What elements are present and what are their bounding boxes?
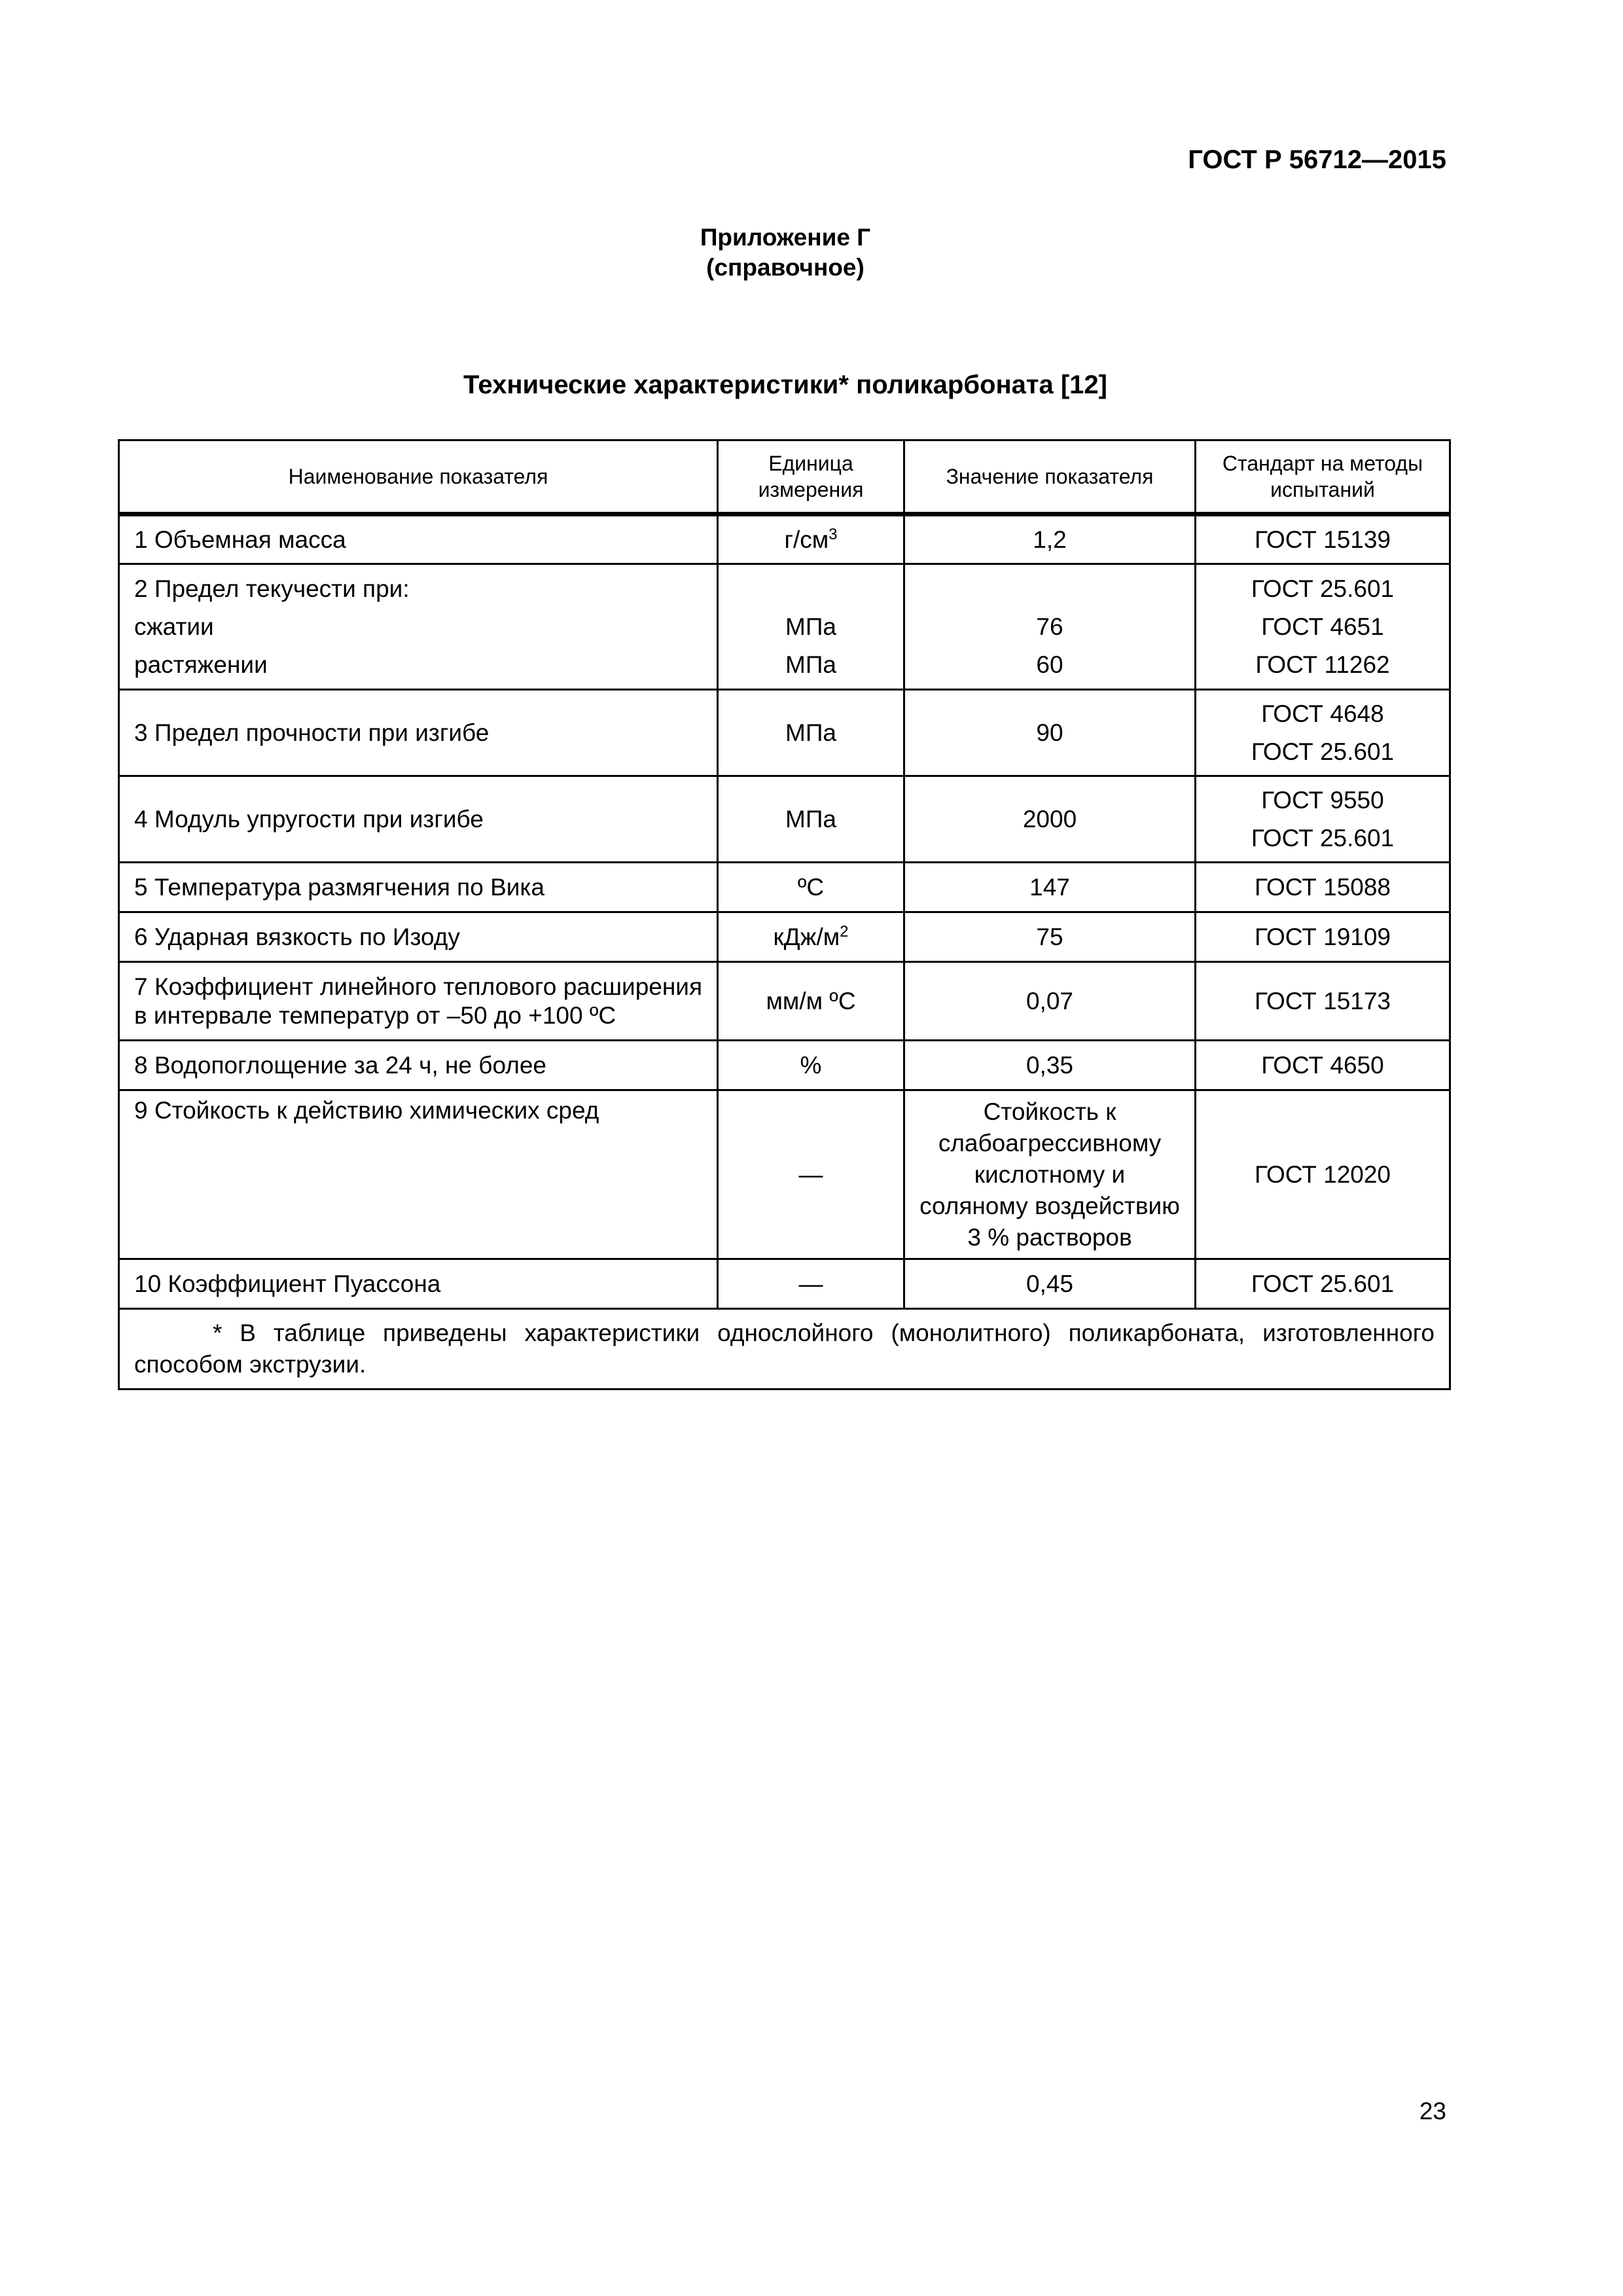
row-value: 2000: [904, 776, 1196, 863]
appendix-subtitle: (справочное): [706, 254, 865, 281]
row-value: 76 60: [904, 564, 1196, 690]
table-row: [119, 863, 1450, 912]
row-unit: МПа: [718, 690, 904, 776]
column-header-value: Значение показателя: [904, 440, 1196, 514]
row-standard: ГОСТ 15139: [1196, 514, 1450, 564]
table-footnote: * В таблице приведены характеристики однослойного (монолитного) поликарбоната, изготовленного способом экструзии.: [119, 1309, 1450, 1390]
row-name: 6 Ударная вязкость по Изоду: [119, 912, 718, 962]
row-name: 2 Предел текучести при: сжатии растяжении: [119, 564, 718, 690]
row-standard: ГОСТ 19109: [1196, 912, 1450, 962]
row-unit: ºС: [718, 863, 904, 912]
appendix-title: Приложение Г: [700, 224, 871, 251]
row-value: 147: [904, 863, 1196, 912]
table-row: [119, 1041, 1450, 1090]
row-name: 7 Коэффициент линейного теплового расширения в интервале температур от –50 до +100 ºС: [119, 962, 718, 1041]
row-standard: ГОСТ 4648 ГОСТ 25.601: [1196, 690, 1450, 776]
row-value: 0,35: [904, 1041, 1196, 1090]
table-row: [119, 514, 1450, 564]
row-unit: —: [718, 1259, 904, 1309]
table-row: [119, 564, 1450, 690]
row-standard: ГОСТ 15088: [1196, 863, 1450, 912]
table-row: [119, 912, 1450, 962]
table-row: [119, 690, 1450, 776]
row-standard: ГОСТ 9550 ГОСТ 25.601: [1196, 776, 1450, 863]
row-name: 9 Стойкость к действию химических сред: [119, 1090, 718, 1259]
specifications-table: [118, 439, 1451, 1390]
row-value: 0,45: [904, 1259, 1196, 1309]
table-row: [119, 776, 1450, 863]
row-value: 90: [904, 690, 1196, 776]
table-header-row: [119, 440, 1450, 514]
row-name: 1 Объемная масса: [119, 514, 718, 564]
row-unit: МПа: [718, 776, 904, 863]
row-value: 0,07: [904, 962, 1196, 1041]
table-row: [119, 1090, 1450, 1259]
row-standard: ГОСТ 12020: [1196, 1090, 1450, 1259]
page-number: 23: [1419, 2098, 1446, 2125]
row-name: 5 Температура размягчения по Вика: [119, 863, 718, 912]
row-name: 8 Водопоглощение за 24 ч, не более: [119, 1041, 718, 1090]
row-standard: ГОСТ 15173: [1196, 962, 1450, 1041]
column-header-standard: Стандарт на методы испытаний: [1196, 440, 1450, 514]
row-value: 75: [904, 912, 1196, 962]
row-standard: ГОСТ 25.601 ГОСТ 4651 ГОСТ 11262: [1196, 564, 1450, 690]
column-header-unit: Единица измерения: [718, 440, 904, 514]
row-unit: —: [718, 1090, 904, 1259]
appendix-heading: [0, 223, 1571, 283]
table-row: [119, 1259, 1450, 1309]
row-name: 4 Модуль упругости при изгибе: [119, 776, 718, 863]
footnote-row: [119, 1309, 1450, 1390]
column-header-name: Наименование показателя: [119, 440, 718, 514]
row-unit: мм/м ºС: [718, 962, 904, 1041]
row-unit: %: [718, 1041, 904, 1090]
row-name: 3 Предел прочности при изгибе: [119, 690, 718, 776]
row-unit: кДж/$м^2$: [718, 912, 904, 962]
row-value: 1,2: [904, 514, 1196, 564]
table-row: [119, 962, 1450, 1041]
row-unit: $г/см^3$: [718, 514, 904, 564]
row-name: 10 Коэффициент Пуассона: [119, 1259, 718, 1309]
row-standard: ГОСТ 25.601: [1196, 1259, 1450, 1309]
document-code: ГОСТ Р 56712—2015: [1188, 145, 1446, 174]
row-unit: МПа МПа: [718, 564, 904, 690]
table-title: Технические характеристики* поликарбоната [12]: [463, 370, 1107, 399]
row-value: Стойкость к слабоагрессивному кислотному и соляному воздействию 3 % растворов: [904, 1090, 1196, 1259]
row-standard: ГОСТ 4650: [1196, 1041, 1450, 1090]
